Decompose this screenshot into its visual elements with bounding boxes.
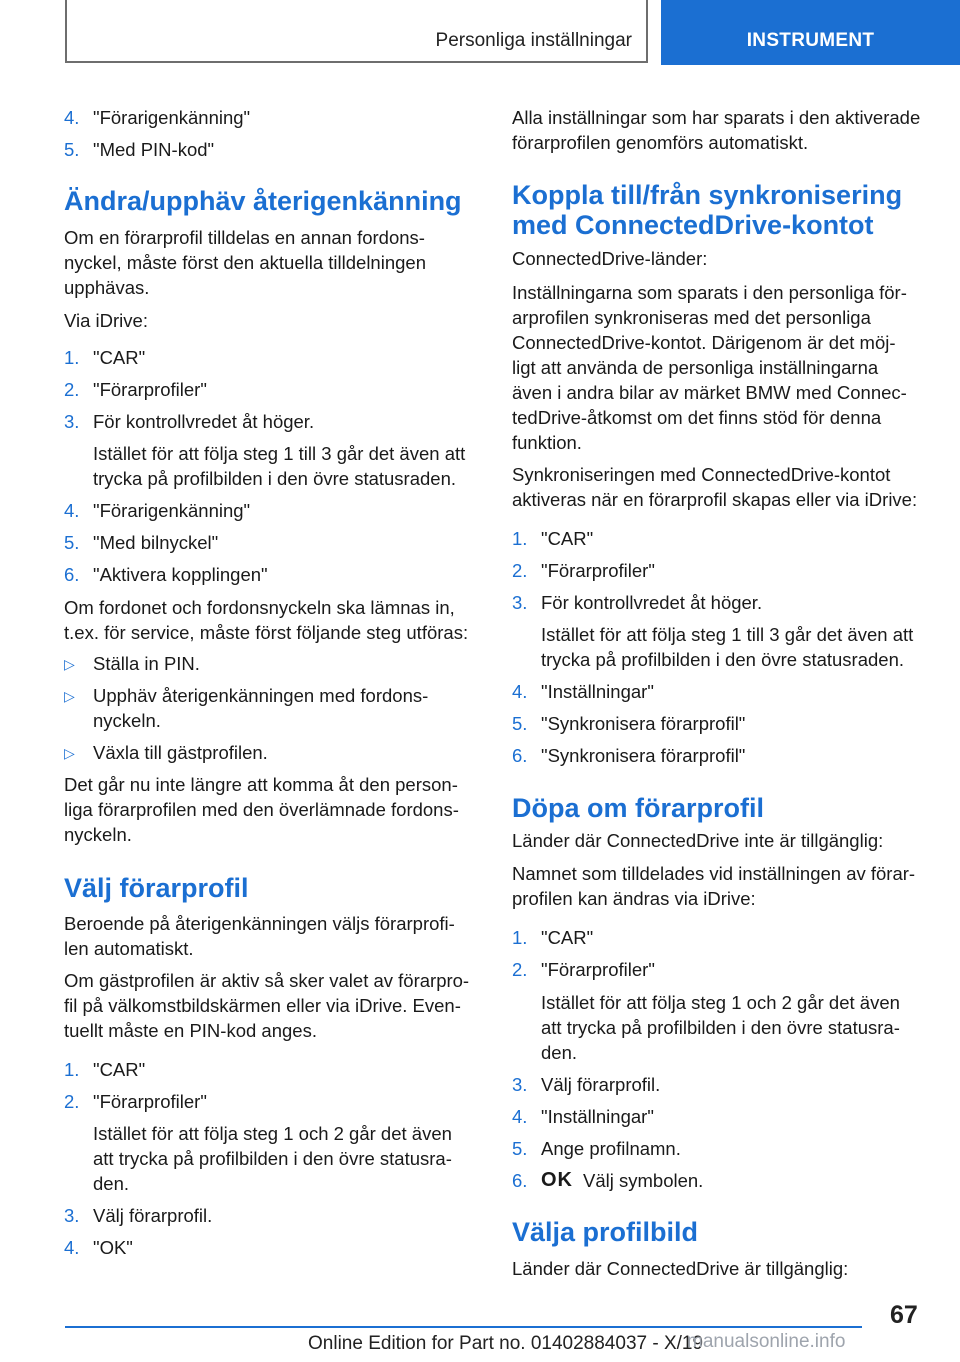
footer-edition: Online Edition for Part no. 01402884037 - X/19 (308, 1333, 704, 1354)
heading-select-profile: Välj förarprofil (64, 873, 249, 903)
footer-rule (65, 1326, 862, 1328)
heading-change-recognition: Ändra/upphäv återigenkänning (64, 186, 462, 216)
paragraph: Synkroniseringen med ConnectedDrive-kontot aktiveras när en förarprofil skapas eller via iDrive: (512, 464, 918, 510)
page-number: 67 (890, 1301, 918, 1329)
section-title: Personliga inställningar (435, 30, 632, 51)
paragraph: Namnet som tilldelades vid inställningen av förar- profilen kan ändras via iDrive: (512, 863, 916, 909)
paragraph: Det går nu inte längre att komma åt den person- liga förarprofilen med den överlämnade fordons- nyckeln. (64, 774, 459, 845)
heading-profile-picture: Välja profilbild (512, 1217, 699, 1247)
paragraph: Länder där ConnectedDrive är tillgänglig: (512, 1258, 849, 1279)
ok-icon: OK (541, 1169, 573, 1191)
paragraph: Om fordonet och fordonsnyckeln ska lämnas in, t.ex. för service, måste först följande steg utföras: (64, 597, 469, 643)
paragraph: Om gästprofilen är aktiv så sker valet av förarpro- fil på välkomstbildskärmen eller via iDrive. Even- tuellt måste en PIN-kod anges. (64, 970, 470, 1041)
watermark: manualsonline.info (687, 1331, 846, 1352)
chapter-tab-label: INSTRUMENT (746, 30, 875, 51)
paragraph: Via iDrive: (64, 310, 148, 331)
step-note: Istället för att följa steg 1 och 2 går det även att trycka på profilbilden i den övre statusra- den. (541, 992, 900, 1063)
heading-rename: Döpa om förarprofil (512, 793, 765, 823)
paragraph: Om en förarprofil tilldelas en annan fordons- nyckel, måste först den aktuella tilldelningen upphävas. (64, 227, 426, 298)
step-note: Istället för att följa steg 1 till 3 går det även att trycka på profilbilden i den övre statusraden. (541, 624, 914, 670)
paragraph: Beroende på återigenkänningen väljs förarprofi- len automatiskt. (64, 913, 455, 959)
paragraph: Inställningarna som sparats i den personliga för- arprofilen synkroniseras med det personliga ConnectedDrive-kontot. Därigenom är det möj- ligt att använda de personliga inställningarna även i andra bilar av märket BMW med Connec- tedDrive-åtkomst om det finns stöd för denna funktion. (512, 282, 907, 453)
step-note: Istället för att följa steg 1 och 2 går det även att trycka på profilbilden i den övre statusra- den. (93, 1123, 452, 1194)
chapter-tab[interactable] (661, 0, 960, 65)
heading-sync: Koppla till/från synkronisering med ConnectedDrive-kontot (512, 180, 903, 240)
paragraph: ConnectedDrive-länder: (512, 248, 708, 269)
step-note: Istället för att följa steg 1 till 3 går det även att trycka på profilbilden i den övre statusraden. (93, 443, 466, 489)
paragraph: Alla inställningar som har sparats i den aktiverade förarprofilen genomförs automatiskt. (512, 107, 921, 153)
header-frame (65, 0, 648, 63)
paragraph: Länder där ConnectedDrive inte är tillgänglig: (512, 830, 884, 851)
